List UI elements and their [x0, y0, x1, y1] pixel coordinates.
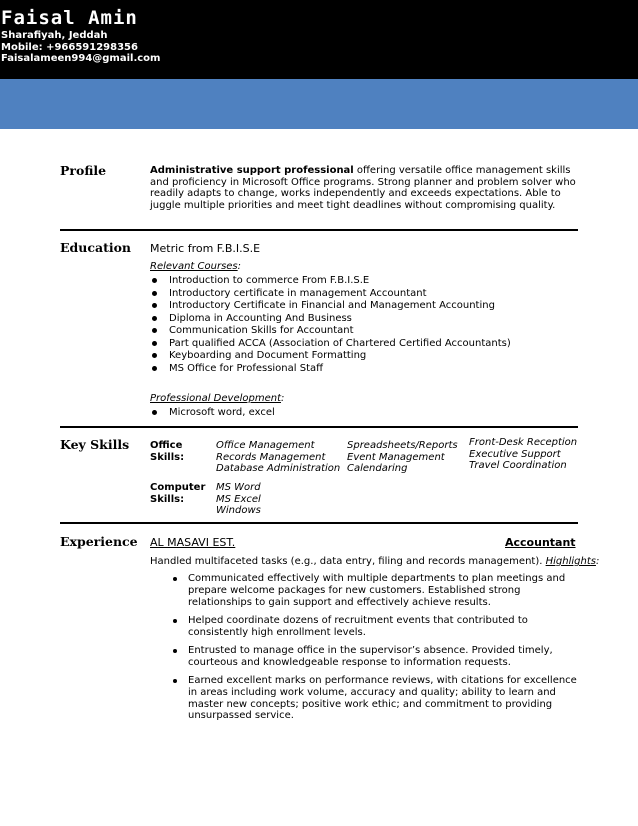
job-role: Accountant: [505, 536, 576, 549]
skills-title: Key Skills: [60, 437, 130, 452]
bullet-icon: [173, 619, 177, 623]
course-list: [150, 275, 511, 375]
office-skills-label: Office Skills:: [150, 440, 185, 463]
list-item: Keyboarding and Document Formatting: [150, 350, 511, 363]
candidate-name: Faisal Amin: [1, 7, 138, 29]
highlights-list: [170, 573, 580, 729]
experience-title: Experience: [60, 534, 138, 549]
list-item: Introduction to commerce From F.B.I.S.E: [150, 275, 511, 288]
list-item: Part qualified ACCA (Association of Chartered Certified Accountants): [150, 338, 511, 351]
experience-summary: Handled multifaceted tasks (e.g., data entry, filing and records management). Highlights:: [150, 556, 600, 567]
bullet-icon: [173, 577, 177, 581]
list-item: Entrusted to manage office in the supervisor’s absence. Provided timely, courteous and knowledgeable response to information requests.: [170, 645, 580, 669]
list-item: Communication Skills for Accountant: [150, 325, 511, 338]
list-item: Microsoft word, excel: [150, 407, 275, 420]
list-item: Communicated effectively with multiple departments to plan meetings and prepare welcome packages for new customers. Established strong relationships to gain support and effectively achieve results.: [170, 573, 580, 608]
section-divider: [60, 522, 578, 524]
office-skills-col-1: Office Management Records Management Database Administration: [216, 440, 341, 475]
list-item: Introductory Certificate in Financial and Management Accounting: [150, 300, 511, 313]
profile-body: offering versatile office management skills and proficiency in Microsoft Office programs. Strong planner and problem solver who readily adapts to change, works independently and exceeds expectations. Able to juggle multiple priorities and meet tight deadlines without compromising quality.: [150, 165, 576, 211]
list-item: Helped coordinate dozens of recruitment events that contributed to consistently high enrollment levels.: [170, 615, 580, 639]
list-item: MS Office for Professional Staff: [150, 363, 511, 376]
list-item: Earned excellent marks on performance reviews, with citations for excellence in areas including work volume, accuracy and quality; ability to learn and master new concepts; positive work ethic; and commitment to providing unsurpassed service.: [170, 675, 580, 722]
address: Sharafiyah, Jeddah: [1, 30, 108, 41]
bullet-icon: [152, 303, 157, 308]
mobile: Mobile: +966591298356: [1, 42, 138, 53]
email: Faisalameen994@gmail.com: [1, 53, 161, 64]
bullet-icon: [152, 328, 157, 333]
profile-title: Profile: [60, 163, 107, 178]
pd-label: Professional Development:: [150, 393, 285, 404]
accent-band: [0, 79, 638, 129]
list-item: Introductory certificate in management Accountant: [150, 288, 511, 301]
profile-lead: Administrative support professional: [150, 165, 354, 176]
bullet-icon: [152, 353, 157, 358]
resume-header: [0, 0, 638, 79]
company-name: AL MASAVI EST.: [150, 536, 236, 549]
section-divider: [60, 426, 578, 428]
bullet-icon: [173, 649, 177, 653]
education-title: Education: [60, 240, 132, 255]
bullet-icon: [152, 341, 157, 346]
office-skills-col-2: Spreadsheets/Reports Event Management Calendaring: [347, 440, 458, 475]
education-degree: Metric from F.B.I.S.E: [150, 242, 261, 255]
bullet-icon: [152, 316, 157, 321]
bullet-icon: [152, 278, 157, 283]
profile-text: [150, 165, 580, 211]
courses-label: Relevant Courses:: [150, 261, 242, 272]
computer-skills-label: Computer Skills:: [150, 482, 206, 505]
section-divider: [60, 229, 578, 231]
bullet-icon: [152, 366, 157, 371]
pd-list: [150, 407, 275, 420]
computer-skills-col: MS Word MS Excel Windows: [216, 482, 261, 517]
bullet-icon: [152, 410, 157, 415]
office-skills-col-3: Front-Desk Reception Executive Support Travel Coordination: [469, 437, 578, 472]
list-item: Diploma in Accounting And Business: [150, 313, 511, 326]
bullet-icon: [173, 679, 177, 683]
bullet-icon: [152, 291, 157, 296]
